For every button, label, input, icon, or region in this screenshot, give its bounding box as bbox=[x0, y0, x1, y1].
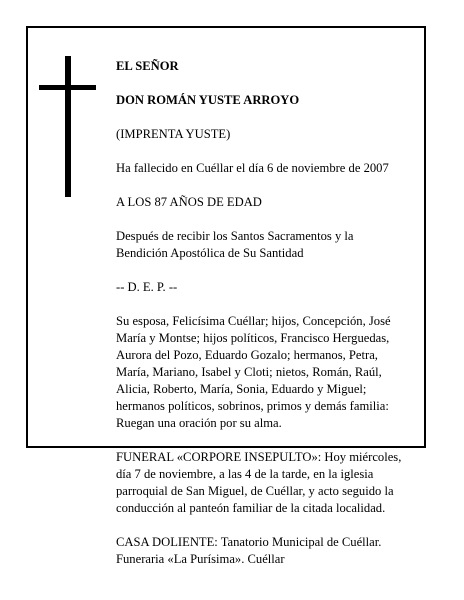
death-info: Ha fallecido en Cuéllar el día 6 de noviembre de 2007 bbox=[116, 161, 389, 175]
company-name: (IMPRENTA YUSTE) bbox=[116, 127, 231, 141]
title-line-1: EL SEÑOR bbox=[116, 59, 179, 73]
obituary-text bbox=[116, 41, 428, 585]
sacraments-info: Después de recibir los Santos Sacramentos y la Bendición Apostólica de Su Santidad bbox=[116, 229, 354, 260]
funeral-info: FUNERAL «CORPORE INSEPULTO»: Hoy miércoles, día 7 de noviembre, a las 4 de la tarde, en la iglesia parroquial de San Miguel, de Cuéllar, y acto seguido la conducción al panteón familiar de la citada localidad. bbox=[116, 450, 402, 515]
rip-line: -- D. E. P. -- bbox=[116, 280, 178, 294]
age-info: A LOS 87 AÑOS DE EDAD bbox=[116, 195, 262, 209]
deceased-name: DON ROMÁN YUSTE ARROYO bbox=[116, 93, 300, 107]
obituary-notice bbox=[26, 26, 426, 566]
family-list: Su esposa, Felicísima Cuéllar; hijos, Concepción, José María y Montse; hijos políticos, Francisco Herguedas, Aurora del Pozo, Eduardo Gozalo; hermanos, Petra, María, Mariano, Isabel y Cloti; nietos, Román, Raúl, Alicia, Roberto, María, Sonia, Eduardo y Miguel; hermanos políticos, sobrinos, primos y demás familia: Ruegan una oración por su alma. bbox=[116, 314, 391, 430]
mourning-house-info: CASA DOLIENTE: Tanatorio Municipal de Cuéllar. Funeraria «La Purísima». Cuéllar bbox=[116, 535, 382, 566]
cross-horizontal-bar bbox=[39, 85, 96, 90]
cross-vertical-bar bbox=[65, 56, 71, 197]
